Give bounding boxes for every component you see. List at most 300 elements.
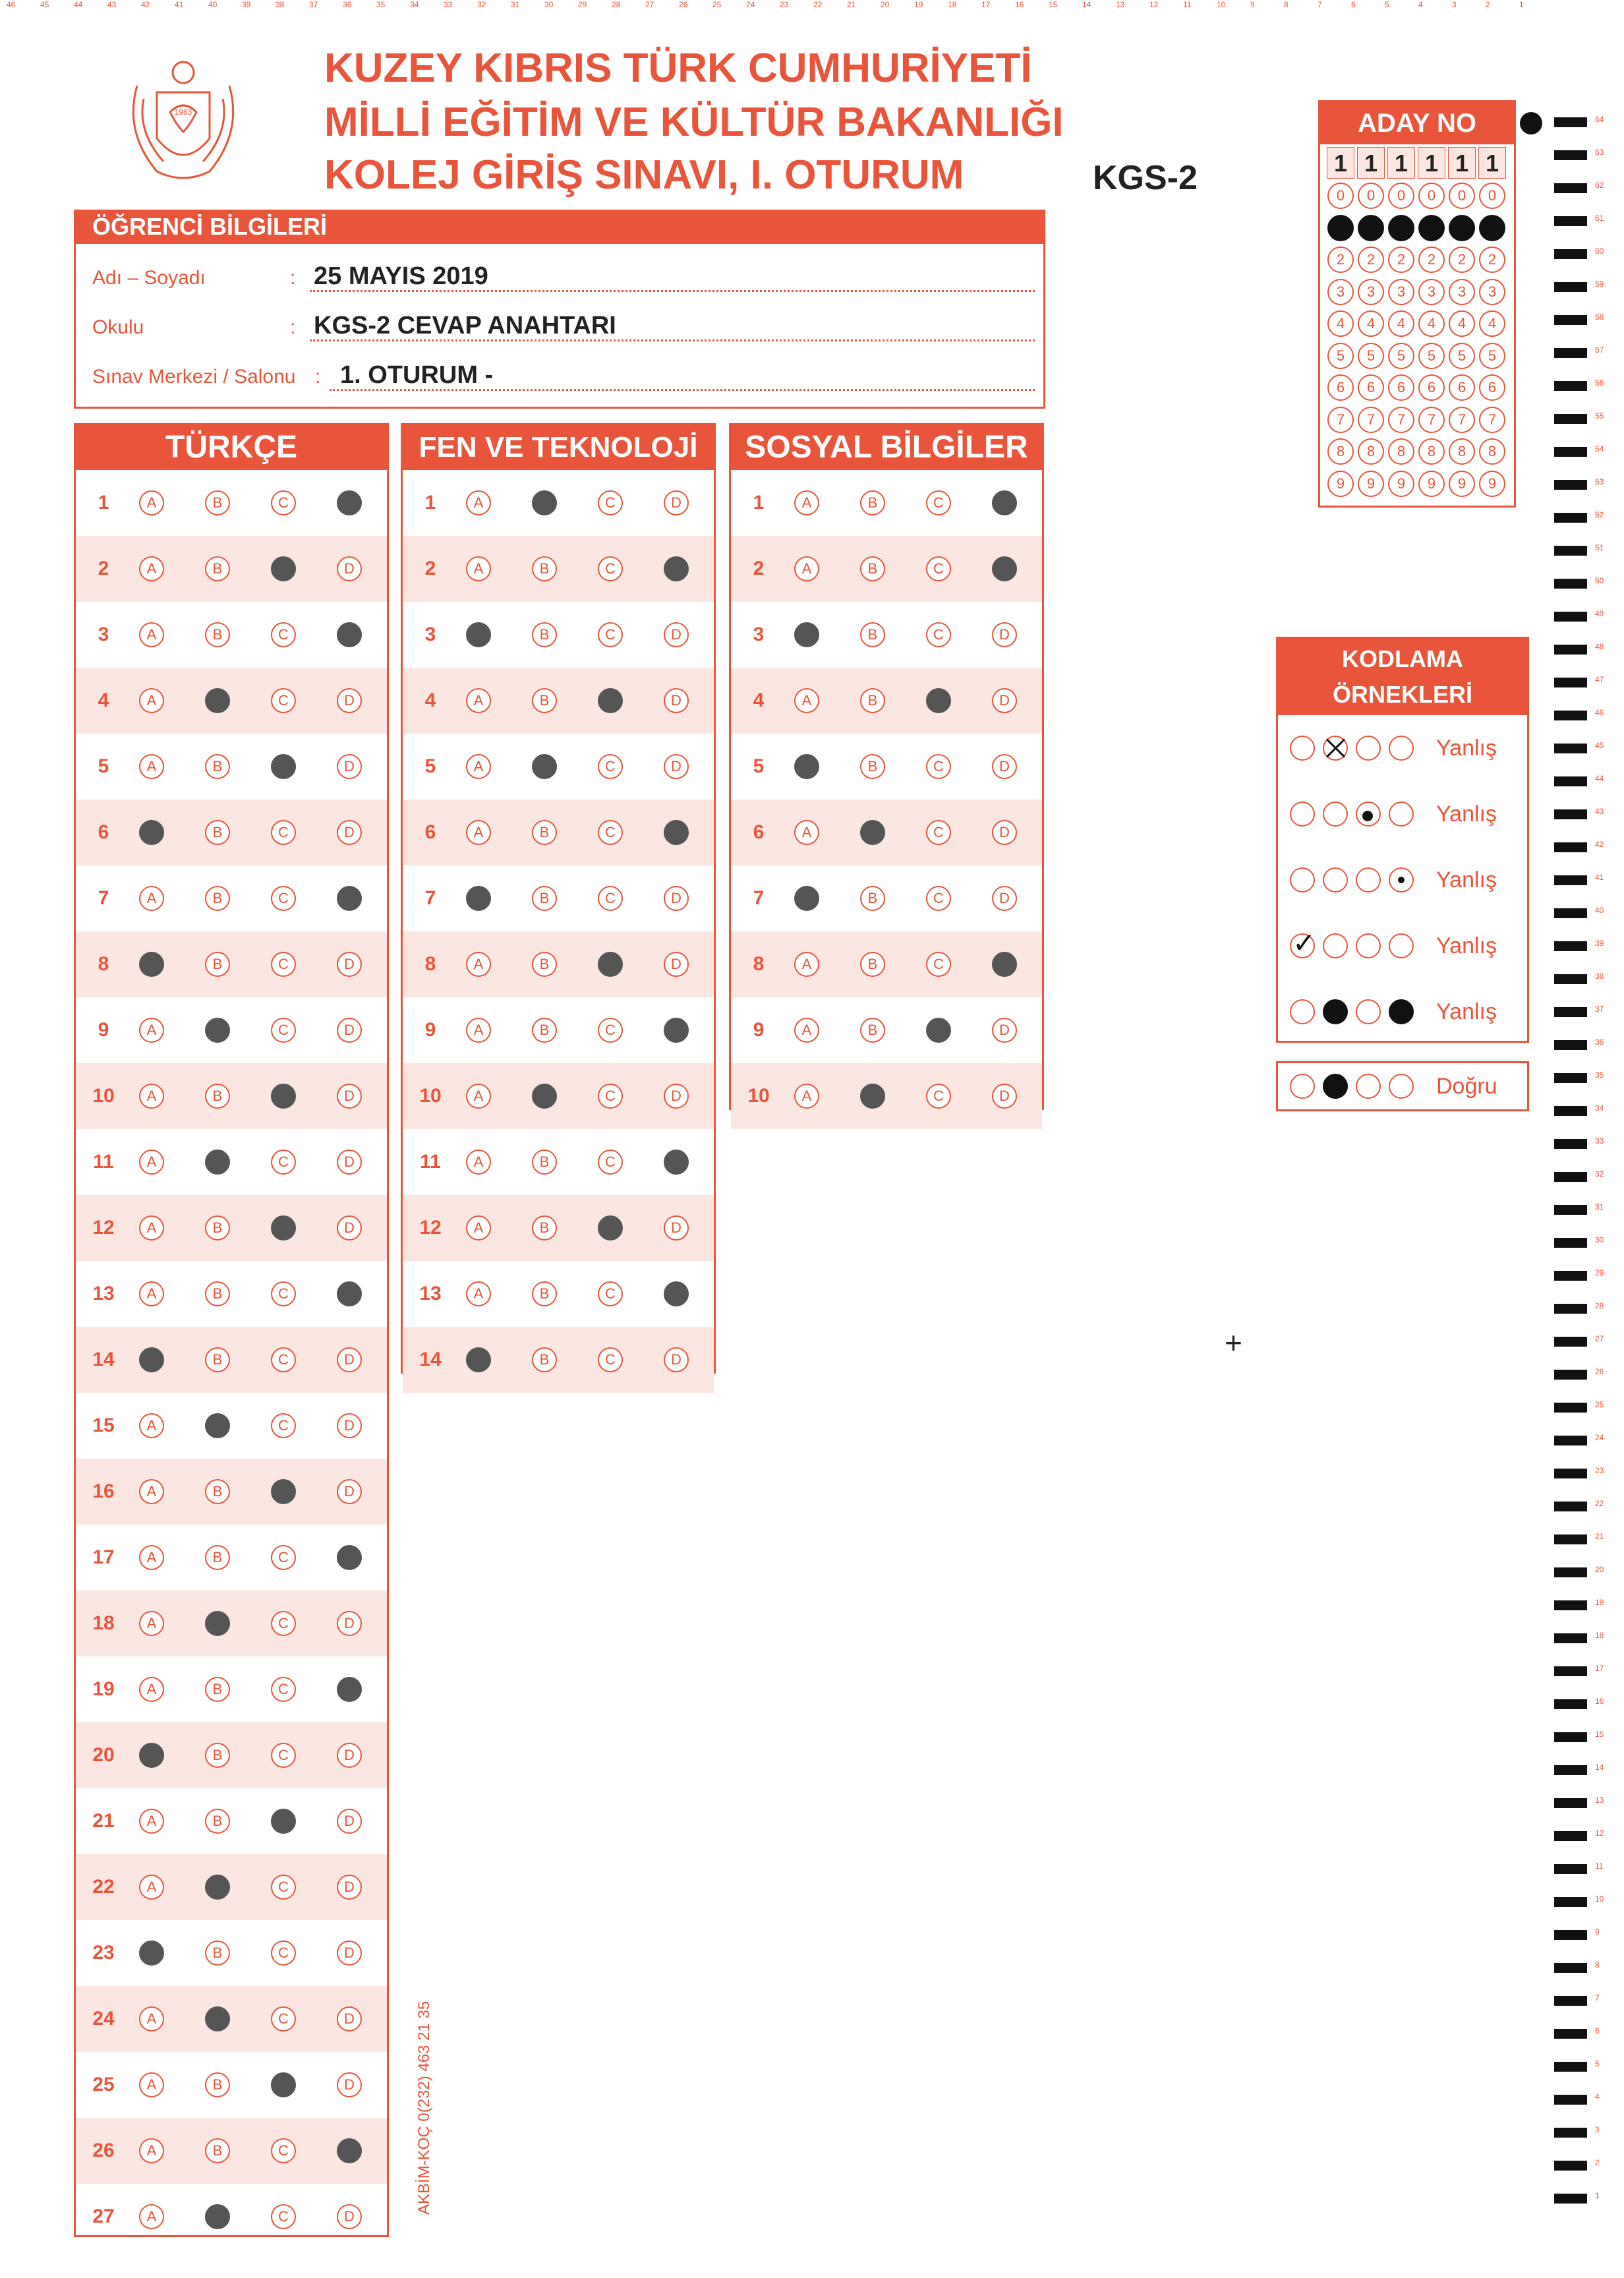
answer-bubble-c[interactable]: C [598, 1215, 623, 1241]
answer-bubble-b[interactable]: B [860, 622, 885, 647]
digit-bubble-3[interactable]: 3 [1358, 279, 1384, 305]
answer-bubble-c[interactable]: C [926, 622, 951, 647]
answer-bubble-d[interactable]: D [664, 1215, 689, 1241]
answer-bubble-a[interactable]: A [139, 1084, 164, 1109]
answer-bubble-a[interactable]: A [466, 1084, 491, 1109]
answer-bubble-d[interactable]: D [337, 1743, 362, 1768]
answer-bubble-d[interactable]: D [992, 490, 1017, 515]
digit-bubble-9[interactable]: 9 [1479, 471, 1505, 497]
answer-bubble-d[interactable]: D [337, 2072, 362, 2097]
digit-bubble-7[interactable]: 7 [1358, 407, 1384, 433]
answer-bubble-b[interactable]: B [532, 886, 557, 911]
answer-bubble-c[interactable]: C [926, 556, 951, 581]
answer-bubble-b[interactable]: B [532, 1281, 557, 1306]
answer-bubble-c[interactable]: C [271, 556, 296, 581]
answer-bubble-a[interactable]: A [139, 886, 164, 911]
answer-bubble-a[interactable]: A [139, 1809, 164, 1834]
digit-bubble-2[interactable]: 2 [1388, 247, 1414, 273]
answer-bubble-a[interactable]: A [466, 754, 491, 779]
answer-bubble-d[interactable]: D [992, 622, 1017, 647]
timing-mark [1554, 1666, 1587, 1676]
digit-bubble-1[interactable]: 1 [1327, 215, 1354, 241]
question-number: 3 [753, 624, 765, 645]
answer-bubble-b[interactable]: B [205, 622, 230, 647]
answer-bubble-d[interactable]: D [337, 1941, 362, 1966]
answer-bubble-d[interactable]: D [992, 886, 1017, 911]
digit-bubble-0[interactable]: 0 [1388, 183, 1414, 209]
answer-bubble-d[interactable]: D [664, 622, 689, 647]
answer-bubble-c[interactable]: C [271, 1347, 296, 1372]
answer-bubble-d[interactable]: D [337, 2204, 362, 2229]
answer-bubble-c[interactable]: C [271, 1150, 296, 1175]
digit-bubble-5[interactable]: 5 [1388, 343, 1414, 369]
answer-bubble-b[interactable]: B [205, 1084, 230, 1109]
answer-bubble-b[interactable]: B [205, 952, 230, 977]
answer-bubble-b[interactable]: B [532, 1347, 557, 1372]
digit-bubble-8[interactable]: 8 [1418, 438, 1445, 465]
answer-bubble-d[interactable]: D [337, 490, 362, 515]
answer-bubble-a[interactable]: A [466, 952, 491, 977]
answer-bubble-c[interactable]: C [271, 1084, 296, 1109]
answer-bubble-a[interactable]: A [139, 1677, 164, 1702]
timing-number: 48 [1595, 642, 1604, 651]
answer-bubble-c[interactable]: C [271, 820, 296, 845]
answer-bubble-d[interactable]: D [337, 1545, 362, 1570]
digit-bubble-7[interactable]: 7 [1327, 407, 1354, 433]
digit-bubble-8[interactable]: 8 [1358, 438, 1384, 465]
answer-bubble-c[interactable]: C [271, 1215, 296, 1241]
answer-bubble-d[interactable]: D [337, 1611, 362, 1636]
digit-bubble-9[interactable]: 9 [1418, 471, 1445, 497]
answer-bubble-d[interactable]: D [337, 1347, 362, 1372]
answer-bubble-d[interactable]: D [337, 886, 362, 911]
answer-bubble-a[interactable]: A [466, 556, 491, 581]
digit-bubble-2[interactable]: 2 [1449, 247, 1475, 273]
answer-bubble-b[interactable]: B [205, 1677, 230, 1702]
top-scale-number: 43 [107, 0, 117, 9]
digit-bubble-7[interactable]: 7 [1418, 407, 1445, 433]
digit-bubble-3[interactable]: 3 [1449, 279, 1475, 305]
answer-bubble-c[interactable]: C [598, 952, 623, 977]
answer-bubble-d[interactable]: D [992, 820, 1017, 845]
answer-bubble-b[interactable]: B [532, 952, 557, 977]
digit-bubble-1[interactable]: 1 [1449, 215, 1475, 241]
timing-mark [1554, 1798, 1587, 1808]
answer-bubble-c[interactable]: C [598, 1281, 623, 1306]
answer-bubble-c[interactable]: C [271, 1941, 296, 1966]
digit-bubble-9[interactable]: 9 [1388, 471, 1414, 497]
digit-bubble-0[interactable]: 0 [1327, 183, 1354, 209]
digit-bubble-4[interactable]: 4 [1449, 310, 1475, 337]
school-field[interactable] [92, 303, 1035, 343]
answer-bubble-b[interactable]: B [205, 2138, 230, 2163]
answer-bubble-a[interactable]: A [466, 622, 491, 647]
question-number: 2 [98, 558, 109, 579]
answer-bubble-c[interactable]: C [598, 688, 623, 713]
digit-bubble-2[interactable]: 2 [1479, 247, 1505, 273]
answer-bubble-a[interactable]: A [139, 1215, 164, 1241]
answer-bubble-b[interactable]: B [205, 1347, 230, 1372]
digit-bubble-0[interactable]: 0 [1358, 183, 1384, 209]
answer-bubble-c[interactable]: C [271, 2006, 296, 2031]
digit-bubble-9[interactable]: 9 [1327, 471, 1354, 497]
digit-bubble-4[interactable]: 4 [1479, 310, 1505, 337]
answer-bubble-a[interactable]: A [466, 688, 491, 713]
question-number: 9 [753, 1019, 765, 1041]
answer-bubble-d[interactable]: D [992, 1018, 1017, 1043]
digit-bubble-5[interactable]: 5 [1479, 343, 1505, 369]
answer-bubble-b[interactable]: B [205, 1743, 230, 1768]
answer-bubble-a[interactable]: A [139, 1281, 164, 1306]
question-row [76, 1591, 387, 1656]
answer-bubble-d[interactable]: D [664, 688, 689, 713]
answer-bubble-c[interactable]: C [271, 2204, 296, 2229]
answer-bubble-b[interactable]: B [860, 754, 885, 779]
answer-bubble-c[interactable]: C [926, 754, 951, 779]
answer-bubble-d[interactable]: D [337, 820, 362, 845]
timing-number: 23 [1595, 1466, 1604, 1475]
digit-bubble-7[interactable]: 7 [1479, 407, 1505, 433]
answer-bubble-d[interactable]: D [337, 622, 362, 647]
answer-bubble-b[interactable]: B [860, 820, 885, 845]
digit-bubble-6[interactable]: 6 [1449, 374, 1475, 401]
answer-bubble-a[interactable]: A [794, 886, 819, 911]
answer-bubble-d[interactable]: D [337, 1413, 362, 1438]
answer-bubble-c[interactable]: C [271, 1413, 296, 1438]
answer-bubble-d[interactable]: D [664, 1018, 689, 1043]
digit-bubble-3[interactable]: 3 [1418, 279, 1445, 305]
digit-bubble-5[interactable]: 5 [1358, 343, 1384, 369]
digit-bubble-9[interactable]: 9 [1449, 471, 1475, 497]
answer-bubble-b[interactable]: B [205, 688, 230, 713]
answer-bubble-d[interactable]: D [337, 1479, 362, 1504]
answer-bubble-c[interactable]: C [271, 2072, 296, 2097]
digit-bubble-4[interactable]: 4 [1418, 310, 1445, 337]
answer-bubble-c[interactable]: C [598, 886, 623, 911]
answer-bubble-d[interactable]: D [664, 820, 689, 845]
example-bubble [1389, 867, 1414, 892]
answer-bubble-a[interactable]: A [139, 2072, 164, 2097]
answer-bubble-b[interactable]: B [205, 1611, 230, 1636]
center-field[interactable] [92, 353, 1035, 392]
digit-bubble-8[interactable]: 8 [1327, 438, 1354, 465]
example-bubble [1356, 736, 1381, 761]
answer-bubble-a[interactable]: A [139, 1413, 164, 1438]
digit-bubble-1[interactable]: 1 [1479, 215, 1505, 241]
digit-bubble-3[interactable]: 3 [1479, 279, 1505, 305]
name-field[interactable] [92, 254, 1035, 293]
answer-bubble-b[interactable]: B [860, 688, 885, 713]
digit-bubble-4[interactable]: 4 [1388, 310, 1414, 337]
answer-bubble-c[interactable]: C [598, 490, 623, 515]
timing-number: 14 [1595, 1763, 1604, 1772]
digit-bubble-8[interactable]: 8 [1388, 438, 1414, 465]
answer-bubble-d[interactable]: D [337, 754, 362, 779]
answer-bubble-b[interactable]: B [205, 2006, 230, 2031]
answer-bubble-d[interactable]: D [337, 1875, 362, 1900]
digit-bubble-0[interactable]: 0 [1449, 183, 1475, 209]
section-title: SOSYAL BİLGİLER [731, 425, 1042, 470]
digit-bubble-2[interactable]: 2 [1418, 247, 1445, 273]
answer-bubble-b[interactable]: B [205, 490, 230, 515]
answer-bubble-d[interactable]: D [337, 952, 362, 977]
answer-bubble-c[interactable]: C [271, 1018, 296, 1043]
answer-bubble-c[interactable]: C [271, 754, 296, 779]
digit-bubble-0[interactable]: 0 [1418, 183, 1445, 209]
answer-bubble-d[interactable]: D [664, 490, 689, 515]
timing-mark [1554, 447, 1587, 457]
answer-bubble-c[interactable]: C [926, 688, 951, 713]
answer-bubble-c[interactable]: C [271, 1677, 296, 1702]
timing-mark [1554, 381, 1587, 391]
answer-bubble-c[interactable]: C [271, 688, 296, 713]
digit-bubble-8[interactable]: 8 [1479, 438, 1505, 465]
answer-bubble-b[interactable]: B [860, 490, 885, 515]
digit-bubble-2[interactable]: 2 [1358, 247, 1384, 273]
answer-bubble-d[interactable]: D [664, 1084, 689, 1109]
answer-bubble-c[interactable]: C [271, 1875, 296, 1900]
answer-bubble-d[interactable]: D [337, 688, 362, 713]
answer-bubble-c[interactable]: C [271, 1281, 296, 1306]
answer-bubble-c[interactable]: C [926, 1018, 951, 1043]
answer-bubble-a[interactable]: A [794, 622, 819, 647]
coding-example-row [1278, 847, 1527, 913]
answer-bubble-a[interactable]: A [139, 2138, 164, 2163]
coding-example-row [1278, 979, 1527, 1045]
answer-bubble-b[interactable]: B [205, 1809, 230, 1834]
answer-bubble-a[interactable]: A [466, 1150, 491, 1175]
answer-bubble-b[interactable]: B [532, 1150, 557, 1175]
digit-bubble-6[interactable]: 6 [1327, 374, 1354, 401]
answer-bubble-d[interactable]: D [337, 556, 362, 581]
answer-bubble-d[interactable]: D [664, 1150, 689, 1175]
answer-bubble-a[interactable]: A [139, 2006, 164, 2031]
answer-bubble-b[interactable]: B [205, 1545, 230, 1570]
answer-bubble-d[interactable]: D [337, 1018, 362, 1043]
answer-bubble-c[interactable]: C [598, 556, 623, 581]
answer-bubble-c[interactable]: C [926, 820, 951, 845]
digit-bubble-1[interactable]: 1 [1388, 215, 1414, 241]
answer-bubble-a[interactable]: A [794, 490, 819, 515]
answer-bubble-d[interactable]: D [992, 688, 1017, 713]
answer-bubble-c[interactable]: C [598, 1084, 623, 1109]
answer-bubble-c[interactable]: C [271, 2138, 296, 2163]
answer-bubble-d[interactable]: D [337, 1215, 362, 1241]
answer-bubble-d[interactable]: D [664, 886, 689, 911]
answer-bubble-d[interactable]: D [337, 1677, 362, 1702]
answer-bubble-b[interactable]: B [205, 1281, 230, 1306]
timing-mark [1554, 2062, 1587, 2072]
answer-bubble-a[interactable]: A [139, 1743, 164, 1768]
digit-bubble-8[interactable]: 8 [1449, 438, 1475, 465]
answer-bubble-d[interactable]: D [664, 1281, 689, 1306]
digit-bubble-3[interactable]: 3 [1327, 279, 1354, 305]
answer-bubble-a[interactable]: A [139, 1347, 164, 1372]
question-number: 4 [98, 689, 109, 711]
answer-bubble-a[interactable]: A [139, 2204, 164, 2229]
digit-bubble-5[interactable]: 5 [1327, 343, 1354, 369]
answer-bubble-b[interactable]: B [205, 1875, 230, 1900]
answer-bubble-c[interactable]: C [271, 1545, 296, 1570]
digit-bubble-1[interactable]: 1 [1418, 215, 1445, 241]
question-number: 12 [92, 1217, 115, 1239]
answer-bubble-a[interactable]: A [139, 820, 164, 845]
answer-bubble-b[interactable]: B [860, 952, 885, 977]
answer-bubble-b[interactable]: B [205, 1215, 230, 1241]
answer-bubble-b[interactable]: B [205, 1150, 230, 1175]
timing-mark [1554, 315, 1587, 325]
answer-bubble-a[interactable]: A [139, 1545, 164, 1570]
answer-bubble-a[interactable]: A [794, 688, 819, 713]
answer-bubble-a[interactable]: A [139, 1941, 164, 1966]
top-scale-number: 30 [544, 0, 554, 9]
digit-bubble-7[interactable]: 7 [1388, 407, 1414, 433]
question-row [403, 997, 714, 1063]
answer-bubble-a[interactable]: A [139, 556, 164, 581]
digit-bubble-4[interactable]: 4 [1327, 310, 1354, 337]
digit-bubble-1[interactable]: 1 [1358, 215, 1384, 241]
digit-bubble-6[interactable]: 6 [1358, 374, 1384, 401]
answer-bubble-b[interactable]: B [532, 622, 557, 647]
example-bubble [1389, 933, 1414, 958]
answer-bubble-c[interactable]: C [926, 490, 951, 515]
answer-bubble-d[interactable]: D [992, 754, 1017, 779]
answer-bubble-c[interactable]: C [598, 820, 623, 845]
answer-bubble-d[interactable]: D [337, 2006, 362, 2031]
digit-bubble-6[interactable]: 6 [1479, 374, 1505, 401]
answer-bubble-c[interactable]: C [271, 1611, 296, 1636]
example-bubble [1323, 802, 1348, 827]
answer-bubble-d[interactable]: D [992, 952, 1017, 977]
answer-bubble-a[interactable]: A [794, 820, 819, 845]
answer-bubble-d[interactable]: D [664, 1347, 689, 1372]
answer-bubble-d[interactable]: D [337, 1809, 362, 1834]
digit-bubble-2[interactable]: 2 [1327, 247, 1354, 273]
answer-bubble-a[interactable]: A [466, 1018, 491, 1043]
answer-bubble-a[interactable]: A [139, 1150, 164, 1175]
answer-bubble-b[interactable]: B [860, 556, 885, 581]
answer-bubble-a[interactable]: A [794, 1084, 819, 1109]
digit-bubble-6[interactable]: 6 [1418, 374, 1445, 401]
answer-bubble-a[interactable]: A [466, 1281, 491, 1306]
answer-bubble-a[interactable]: A [466, 490, 491, 515]
answer-bubble-d[interactable]: D [337, 2138, 362, 2163]
answer-bubble-b[interactable]: B [532, 754, 557, 779]
answer-bubble-c[interactable]: C [926, 886, 951, 911]
answer-bubble-b[interactable]: B [860, 1084, 885, 1109]
answer-bubble-d[interactable]: D [337, 1281, 362, 1306]
answer-bubble-b[interactable]: B [205, 886, 230, 911]
answer-bubble-d[interactable]: D [337, 1084, 362, 1109]
answer-bubble-d[interactable]: D [664, 556, 689, 581]
answer-bubble-a[interactable]: A [139, 1018, 164, 1043]
answer-bubble-d[interactable]: D [664, 754, 689, 779]
answer-bubble-b[interactable]: B [532, 820, 557, 845]
answer-bubble-b[interactable]: B [532, 556, 557, 581]
answer-bubble-b[interactable]: B [205, 1479, 230, 1504]
answer-bubble-a[interactable]: A [139, 490, 164, 515]
digit-bubble-5[interactable]: 5 [1418, 343, 1445, 369]
answer-bubble-b[interactable]: B [205, 820, 230, 845]
digit-bubble-3[interactable]: 3 [1388, 279, 1414, 305]
answer-bubble-b[interactable]: B [532, 1018, 557, 1043]
answer-bubble-b[interactable]: B [205, 556, 230, 581]
answer-bubble-b[interactable]: B [205, 2072, 230, 2097]
answer-bubble-b[interactable]: B [205, 2204, 230, 2229]
answer-bubble-d[interactable]: D [337, 1150, 362, 1175]
answer-bubble-a[interactable]: A [794, 1018, 819, 1043]
timing-mark [1554, 776, 1587, 786]
answer-bubble-c[interactable]: C [598, 622, 623, 647]
answer-bubble-c[interactable]: C [598, 1150, 623, 1175]
answer-bubble-a[interactable]: A [139, 1479, 164, 1504]
digit-bubble-6[interactable]: 6 [1388, 374, 1414, 401]
timing-mark [1554, 1238, 1587, 1248]
answer-bubble-c[interactable]: C [271, 952, 296, 977]
top-scale-number: 4 [1418, 0, 1423, 9]
answer-bubble-d[interactable]: D [992, 556, 1017, 581]
answer-bubble-c[interactable]: C [271, 1479, 296, 1504]
answer-bubble-c[interactable]: C [271, 622, 296, 647]
answer-bubble-a[interactable]: A [466, 1347, 491, 1372]
answer-bubble-b[interactable]: B [860, 1018, 885, 1043]
answer-bubble-a[interactable]: A [139, 952, 164, 977]
answer-bubble-a[interactable]: A [139, 1611, 164, 1636]
answer-bubble-c[interactable]: C [598, 1347, 623, 1372]
timing-number: 20 [1595, 1565, 1604, 1574]
answer-bubble-c[interactable]: C [926, 952, 951, 977]
digit-bubble-9[interactable]: 9 [1358, 471, 1384, 497]
answer-bubble-b[interactable]: B [532, 688, 557, 713]
answer-bubble-a[interactable]: A [466, 1215, 491, 1241]
answer-bubble-c[interactable]: C [271, 1743, 296, 1768]
answer-bubble-b[interactable]: B [532, 490, 557, 515]
answer-bubble-a[interactable]: A [466, 820, 491, 845]
digit-bubble-7[interactable]: 7 [1449, 407, 1475, 433]
example-bubble [1290, 933, 1315, 958]
answer-bubble-a[interactable]: A [794, 556, 819, 581]
answer-bubble-a[interactable]: A [139, 622, 164, 647]
timing-mark [1554, 2128, 1587, 2138]
answer-bubble-c[interactable]: C [598, 754, 623, 779]
answer-bubble-b[interactable]: B [532, 1215, 557, 1241]
answer-bubble-c[interactable]: C [271, 490, 296, 515]
answer-bubble-d[interactable]: D [664, 952, 689, 977]
question-row [76, 1195, 387, 1261]
answer-bubble-c[interactable]: C [598, 1018, 623, 1043]
answer-bubble-a[interactable]: A [139, 754, 164, 779]
answer-bubble-b[interactable]: B [205, 1941, 230, 1966]
answer-bubble-b[interactable]: B [205, 1018, 230, 1043]
answer-bubble-d[interactable]: D [992, 1084, 1017, 1109]
answer-bubble-b[interactable]: B [532, 1084, 557, 1109]
answer-bubble-a[interactable]: A [139, 1875, 164, 1900]
answer-bubble-b[interactable]: B [205, 754, 230, 779]
answer-bubble-c[interactable]: C [926, 1084, 951, 1109]
timing-mark [1554, 1106, 1587, 1116]
digit-bubble-4[interactable]: 4 [1358, 310, 1384, 337]
digit-bubble-0[interactable]: 0 [1479, 183, 1505, 209]
answer-bubble-b[interactable]: B [860, 886, 885, 911]
answer-bubble-a[interactable]: A [794, 754, 819, 779]
answer-bubble-a[interactable]: A [466, 886, 491, 911]
answer-bubble-a[interactable]: A [139, 688, 164, 713]
answer-bubble-a[interactable]: A [794, 952, 819, 977]
answer-bubble-c[interactable]: C [271, 1809, 296, 1834]
digit-bubble-5[interactable]: 5 [1449, 343, 1475, 369]
answer-bubble-c[interactable]: C [271, 886, 296, 911]
answer-bubble-b[interactable]: B [205, 1413, 230, 1438]
